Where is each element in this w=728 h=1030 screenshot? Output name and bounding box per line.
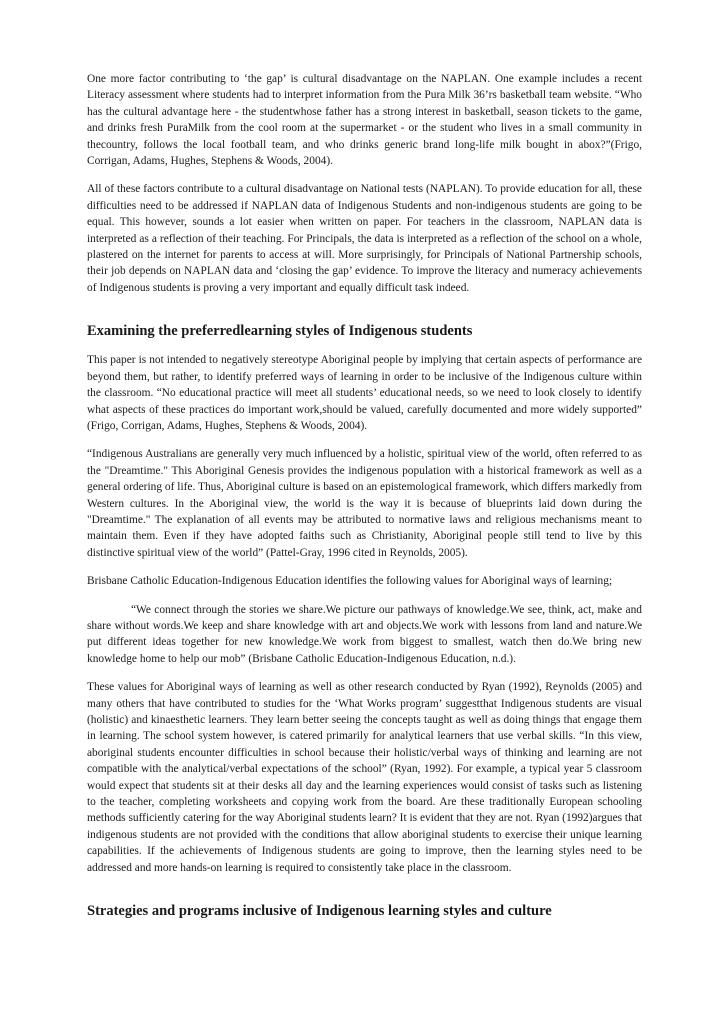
section-heading-strategies: Strategies and programs inclusive of Indigenous learning styles and culture	[87, 903, 552, 920]
paragraph-dreamtime: “Indigenous Australians are generally very much influenced by a holistic, spiritual view of the world, often referred to as the "Dreamtime." This Aboriginal Genesis provides the indigenous population with a historical framework as well as a general ordering of life. Thus, Aboriginal culture is based on an epistemological framework, which differs markedly from Western cultures. In the Aboriginal view, the world is the way it is because of blueprints laid down during the "Dreamtime." The explanation of all events may be attributed to normative laws and religious mechanisms meant to maintain them. Even if they have adopted faiths such as Christianity, Aboriginal people still tend to live by this distinctive spiritual view of the world” (Pattel-Gray, 1996 cited in Reynolds, 2005).	[87, 448, 642, 559]
paragraph-not-stereotype: This paper is not intended to negatively stereotype Aboriginal people by implying that certain aspects of performance are beyond them, but rather, to identify preferred ways of learning in order to be inclusive of the Indigenous culture within the classroom. “No educational practice will meet all students’ educational needs, so we need to look closely to identify what aspects of these practices do important work,should be valued, carefully documented and more widely supported” (Frigo, Corrigan, Adams, Hughes, Stephens & Woods, 2004).	[87, 354, 642, 432]
section-heading-learning-styles: Examining the preferredlearning styles of Indigenous students	[87, 323, 473, 340]
document-page	[87, 71, 642, 932]
paragraph-naplan-factors: All of these factors contribute to a cultural disadvantage on National tests (NAPLAN). To provide education for all, these difficulties need to be addressed if NAPLAN data of Indigenous Students and non-indigenous students are going to be equal. This however, sounds a lot easier when written on paper. For teachers in the classroom, NAPLAN data is interpreted as a reflection of their teaching. For Principals, the data is interpreted as a reflection of the school on a whole, plastered on the internet for parents to access at will. More surprisingly, for Principals of National Partnership schools, their job depends on NAPLAN data and ‘closing the gap’ evidence. To improve the literacy and numeracy achievements of Indigenous students is proving a very important and equally difficult task indeed.	[87, 183, 642, 294]
spacer	[87, 888, 642, 902]
paragraph-bce-quote: “We connect through the stories we share.We picture our pathways of knowledge.We see, think, act, make and share without words.We keep and share knowledge with art and objects.We work with lessons from land and nature.We put different ideas together for new knowledge.We work from biggest to smallest, watch then do.We bring new knowledge home to help our mob” (Brisbane Catholic Education-Indigenous Education, n.d.).	[87, 603, 642, 665]
spacer	[87, 308, 642, 322]
paragraph-bce-values-intro: Brisbane Catholic Education-Indigenous Education identifies the following values for Aboriginal ways of learning;	[87, 575, 613, 588]
paragraph-cultural-disadvantage: One more factor contributing to ‘the gap’ is cultural disadvantage on the NAPLAN. One example includes a recent Literacy assessment where students had to interpret information from the Pura Milk 36’rs basketball team website. “Who has the cultural advantage here - the studentwhose father has a strong interest in basketball, season tickets to the game, and drinks fresh PuraMilk from the cool room at the supermarket - or the student who lives in a small community in thecountry, follows the local football team, and who drinks generic brand long-life milk bought in abox?”(Frigo, Corrigan, Adams, Hughes, Stephens & Woods, 2004).	[87, 73, 642, 168]
paragraph-visual-kinaesthetic: These values for Aboriginal ways of learning as well as other research conducted by Ryan (1992), Reynolds (2005) and many others that have contributed to studies for the ‘What Works program’ suggestthat Indigenous students are visual (holistic) and kinaesthetic learners. They learn better seeing the concepts taught as well as doing things that engage them in learning. The school system however, is catered primarily for analytical learners that use verbal skills. “In this view, aboriginal students encounter difficulties in school because their holistic/verbal ways of thinking and learning are not compatible with the analytical/verbal expectations of the school” (Ryan, 1992). For example, a typical year 5 classroom would expect that students sit at their desks all day and the learning experiences would consist of tasks such as listening to the teacher, completing worksheets and copying work from the board. Are these traditionally European schooling methods sufficiently catering for the way Aboriginal students learn? It is evident that they are not. Ryan (1992)argues that indigenous students are not provided with the conditions that allow aboriginal students to exercise their unique learning capabilities. If the achievements of Indigenous students are going to improve, then the learning styles need to be addressed and more hands-on learning is required to consistently take place in the classroom.	[87, 681, 642, 874]
